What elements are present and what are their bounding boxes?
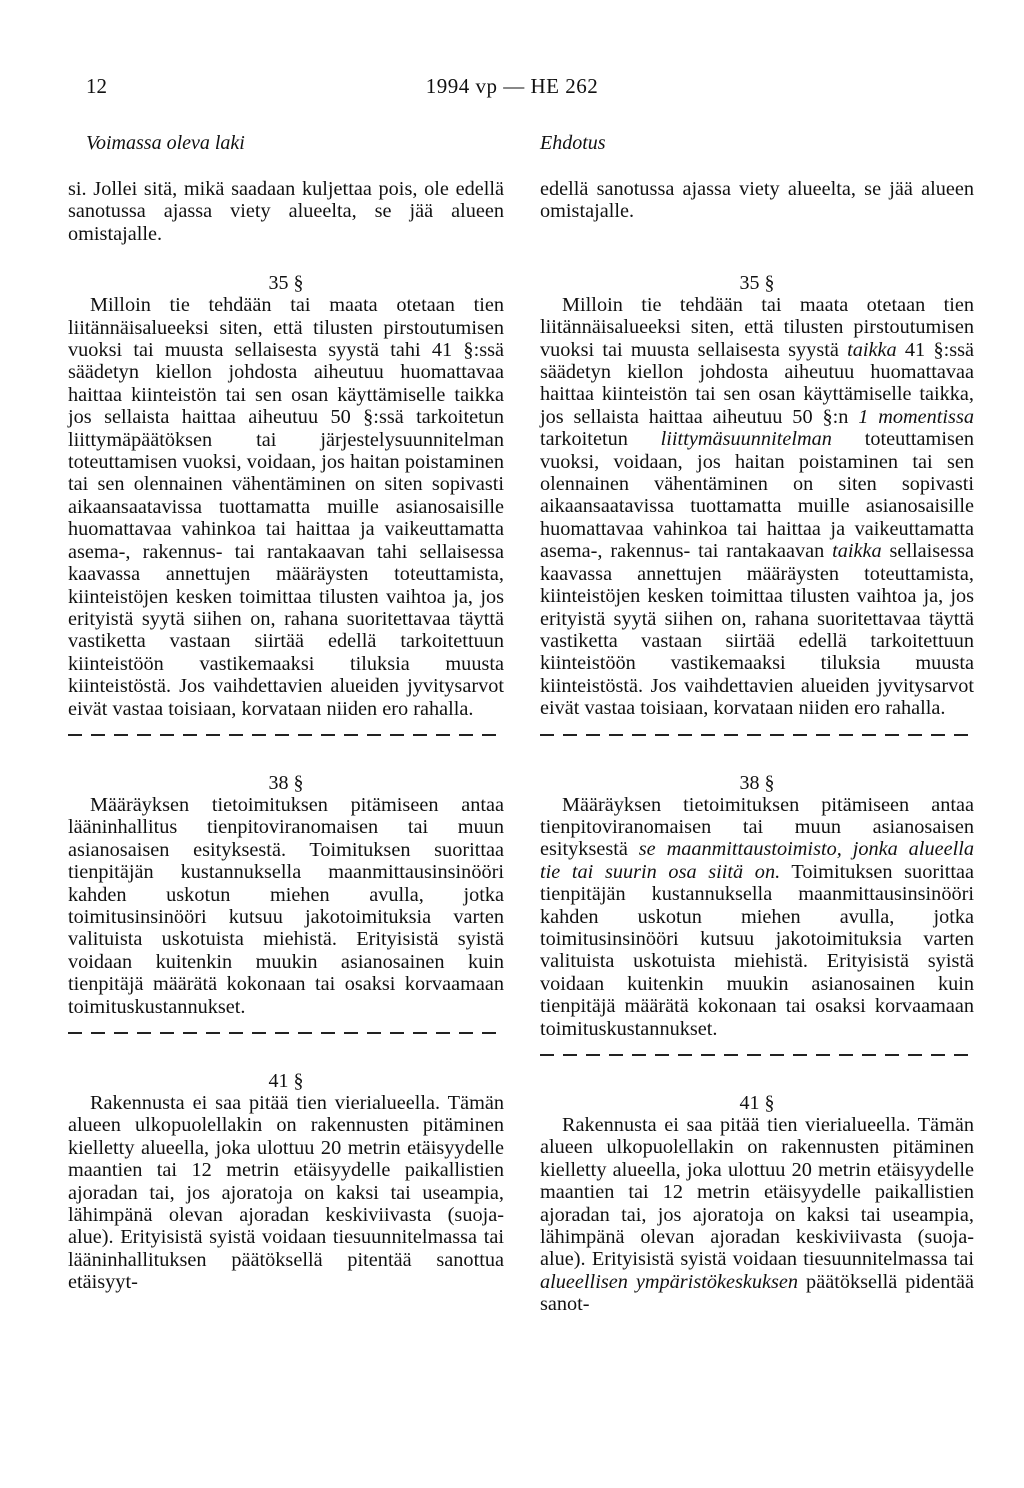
section-35-number: 35 § [739,271,775,294]
proposal-column [540,132,974,1316]
section-38-number: 38 § [268,771,304,794]
section-35-text: Milloin tie tehdään tai maata otetaan tien liitännäisalueeksi siten, että tilusten pirstoutumisen vuoksi tai muusta sellaisesta syystä taikka 41 §:ssä säädetyn kiellon johdosta aiheutuu huomattavaa haittaa kiinteistön tai sen osan käyttämiselle taikka, jos sellaista haittaa aiheutuu 50 §:n 1 momentissa tarkoitetun liittymäsuunnitelman toteuttamisen vuoksi, voidaan, jos haitan poistaminen tai sen olennainen vähentäminen on siten sopivasti aikaansaatavissa tuottamatta muille asianosaisille huomattavaa vahinkoa tai haittaa ja vaikeuttamatta asema-, rakennus- tai rantakaavan taikka sellaisessa kaavassa annettujen määräysten toteuttamista, kiinteistöjen kesken toimittaa tilusten vaihtoa ja, jos erityistä syytä siihen on, rahana suoritettavaa täyttä vastiketta vastaan siirtää edellä tarkoitettuun kiinteistöön vastikemaaksi tiluksia muusta kiinteistöstä. Jos vaihdettavien alueiden jyvitysarvot eivät vastaa toisiaan, korvataan niiden ero rahalla. [540,293,975,720]
section-41-text: Rakennusta ei saa pitää tien vierialueella. Tämän alueen ulkopuolellakin on rakennusten pitäminen kielletty alueella, joka ulottuu 20 metrin etäisyydelle maantien tai 12 metrin etäisyydelle paikallistien ajoradan tai, jos ajoratoja on kaksi tai useampia, lähimpänä olevan ajoradan keskiviivasta (suoja-alue). Erityisistä syistä voidaan tiesuunnitelmassa tai alueellisen ympäristökeskuksen päätöksellä pidentää sanot- [540,1114,974,1316]
page-number: 12 [86,74,107,98]
column-heading-proposal: Ehdotus [540,132,606,154]
document-id: 1994 vp — HE 262 [425,74,599,98]
section-41-number: 41 § [739,1092,775,1114]
section-35-number: 35 § [268,272,304,295]
intro-paragraph: si. Jollei sitä, mikä saadaan kuljettaa pois, ole edellä sanotussa ajassa viety alueelta, se jää alueen omistajalle. [68,178,504,245]
page-header [0,74,1024,104]
section-41-number: 41 § [268,1070,304,1092]
section-38-text: Määräyksen tietoimituksen pitämiseen antaa lääninhallitus tienpitoviranomaisen tai muun asianosaisen esityksestä. Toimituksen suorittaa tienpitäjän kustannuksella maanmittausinsinööri kahden uskotun miehen avulla, jotka toimitusinsinööri kutsuu jakotoimituksia varten valituista uskotuista miehistä. Erityisistä syistä voidaan kuitenkin muukin asianosainen kuin tienpitäjä määrätä kokonaan tai osaksi korvaamaan toimituskustannukset. [68,793,504,1018]
section-38-text: Määräyksen tietoimituksen pitämiseen antaa tienpitoviranomaisen tai muun asianosaisen esityksestä se maanmittaustoimisto, jonka alueella tie tai suurin osa siitä on. Toimituksen suorittaa tienpitäjän kustannuksella maanmittausinsinööri kahden uskotun miehen avulla, jotka toimitusinsinööri kutsuu jakotoimituksia varten valituista uskotuista miehistä. Erityisistä syistä voidaan kuitenkin muukin asianosainen kuin tienpitäjä määrätä kokonaan tai osaksi korvaamaan toimituskustannukset. [540,793,974,1040]
intro-paragraph: edellä sanotussa ajassa viety alueelta, se jää alueen omistajalle. [540,178,974,223]
current-law-column [68,132,504,1294]
section-35-text: Milloin tie tehdään tai maata otetaan tien liitännäisalueeksi siten, että tilusten pirstoutumisen vuoksi tai muusta sellaisesta syystä tahi 41 §:ssä säädetyn kiellon johdosta aiheutuu huomattavaa haittaa kiinteistön tai sen osan käyttämiselle taikka jos sellaista haittaa aiheutuu 50 §:ssä tarkoitetun liittymäpäätöksen tai järjestelysuunnitelman toteuttamisen vuoksi, voidaan, jos haitan poistaminen tai sen olennainen vähentäminen on siten sopivasti aikaansaatavissa tuottamatta muille asianosaisille huomattavaa vahinkoa tai haittaa ja vaikeuttamatta asema-, rakennus- tai rantakaavan tahi sellaisessa kaavassa annettujen määräysten toteuttamista, kiinteistöjen kesken toimittaa tilusten vaihtoa ja, jos erityistä syytä siihen on, rahana suoritettavaa täyttä vastiketta vastaan siirtää edellä tarkoitettuun kiinteistöön vastikemaaksi tiluksia muusta kiinteistöstä. Jos vaihdettavien alueiden jyvitysarvot eivät vastaa toisiaan, korvataan niiden ero rahalla. [68,294,504,720]
column-heading-current-law: Voimassa oleva laki [86,132,245,154]
section-41-text: Rakennusta ei saa pitää tien vierialueella. Tämän alueen ulkopuolellakin on rakennusten pitäminen kielletty alueella, joka ulottuu 20 metrin etäisyydelle maantien tai 12 metrin etäisyydelle paikallistien ajoradan tai, jos ajoratoja on kaksi tai useampia, lähimpänä olevan ajoradan keskiviivasta (suoja-alue). Erityisistä syistä voidaan tiesuunnitelmassa tai lääninhallituksen päätöksellä pitentää sanottua etäisyyt- [68,1092,504,1294]
section-38-number: 38 § [739,771,775,794]
